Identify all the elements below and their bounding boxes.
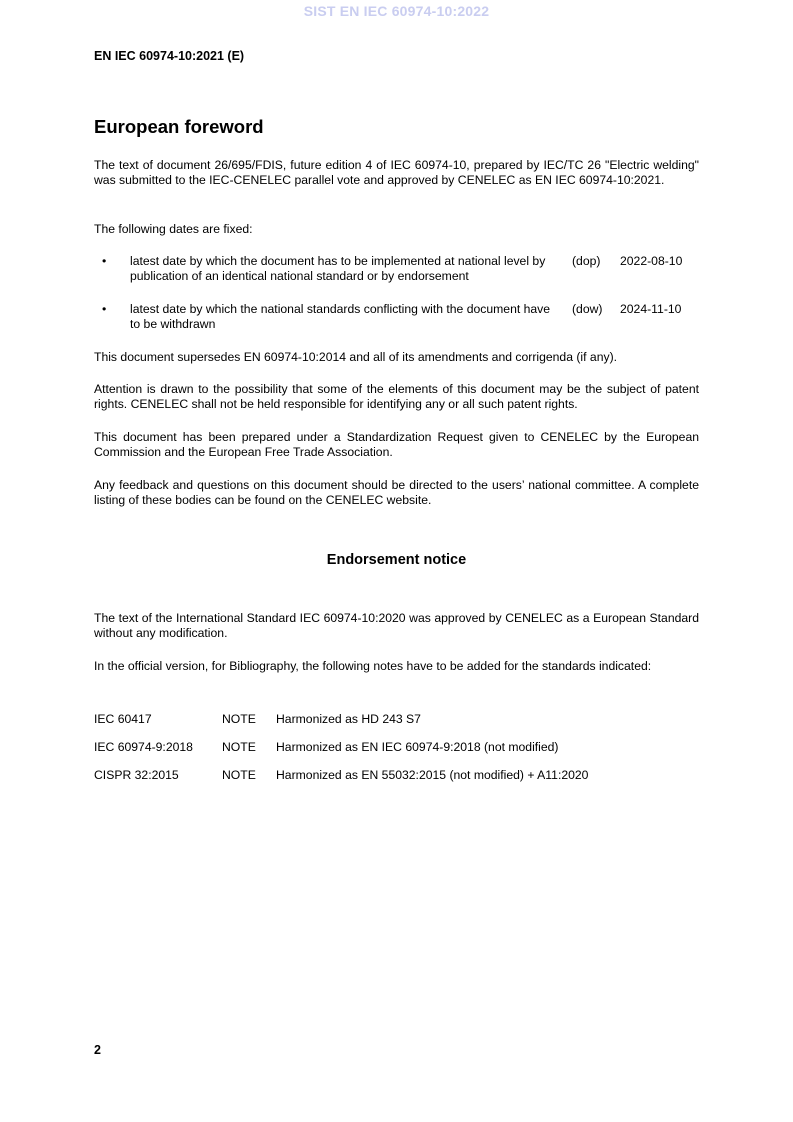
standard-ref: CISPR 32:2015 (94, 768, 179, 782)
request-paragraph: This document has been prepared under a Standardization Request given to CENELEC by the European Commission and the European Free Trade Association. (94, 430, 699, 459)
endorsement-title: Endorsement notice (326, 552, 467, 568)
feedback-paragraph: Any feedback and questions on this document should be directed to the users’ national committee. A complete listing of these bodies can be found on the CENELEC website. (94, 478, 699, 507)
note-text: Harmonized as EN 55032:2015 (not modified) + A11:2020 (276, 768, 589, 782)
note-label: NOTE (222, 712, 256, 726)
note-label: NOTE (222, 740, 256, 754)
patent-paragraph: Attention is drawn to the possibility that some of the elements of this document may be the subject of patent rights. CENELEC shall not be held responsible for identifying any or all such patent rights. (94, 382, 699, 411)
watermark: SIST EN IEC 60974-10:2022 (303, 3, 490, 19)
endorsement-paragraph-1: The text of the International Standard IEC 60974-10:2020 was approved by CENELEC as a European Standard without any modification. (94, 611, 699, 640)
date-item-text: latest date by which the document has to be implemented at national level by publication of an identical national standard or by endorsement (130, 254, 546, 283)
endorsement-paragraph-2: In the official version, for Bibliography, the following notes have to be added for the standards indicated: (94, 659, 652, 673)
note-label: NOTE (222, 768, 256, 782)
date-item-code: (dop) (572, 254, 601, 268)
page-number: 2 (94, 1043, 101, 1057)
header-reference: EN IEC 60974-10:2021 (E) (94, 49, 245, 63)
note-text: Harmonized as EN IEC 60974-9:2018 (not modified) (276, 740, 559, 754)
note-text: Harmonized as HD 243 S7 (276, 712, 421, 726)
foreword-paragraph-1: The text of document 26/695/FDIS, future edition 4 of IEC 60974-10, prepared by IEC/TC 26 "Electric welding" was submitted to the IEC-CENELEC parallel vote and approved by CENELEC as EN IEC 60974-10:2021. (94, 158, 699, 187)
date-item-text: latest date by which the national standards conflicting with the document have to be withdrawn (130, 302, 551, 331)
date-item-date: 2024-11-10 (620, 302, 682, 316)
dates-intro: The following dates are fixed: (94, 222, 253, 236)
bullet-mark: • (102, 302, 107, 316)
date-item-date: 2022-08-10 (620, 254, 683, 268)
date-item-code: (dow) (572, 302, 603, 316)
bullet-mark: • (102, 254, 107, 268)
supersedes-paragraph: This document supersedes EN 60974-10:2014 and all of its amendments and corrigenda (if any). (94, 350, 618, 364)
standard-ref: IEC 60974-9:2018 (94, 740, 193, 754)
foreword-title: European foreword (94, 116, 264, 137)
standard-ref: IEC 60417 (94, 712, 152, 726)
